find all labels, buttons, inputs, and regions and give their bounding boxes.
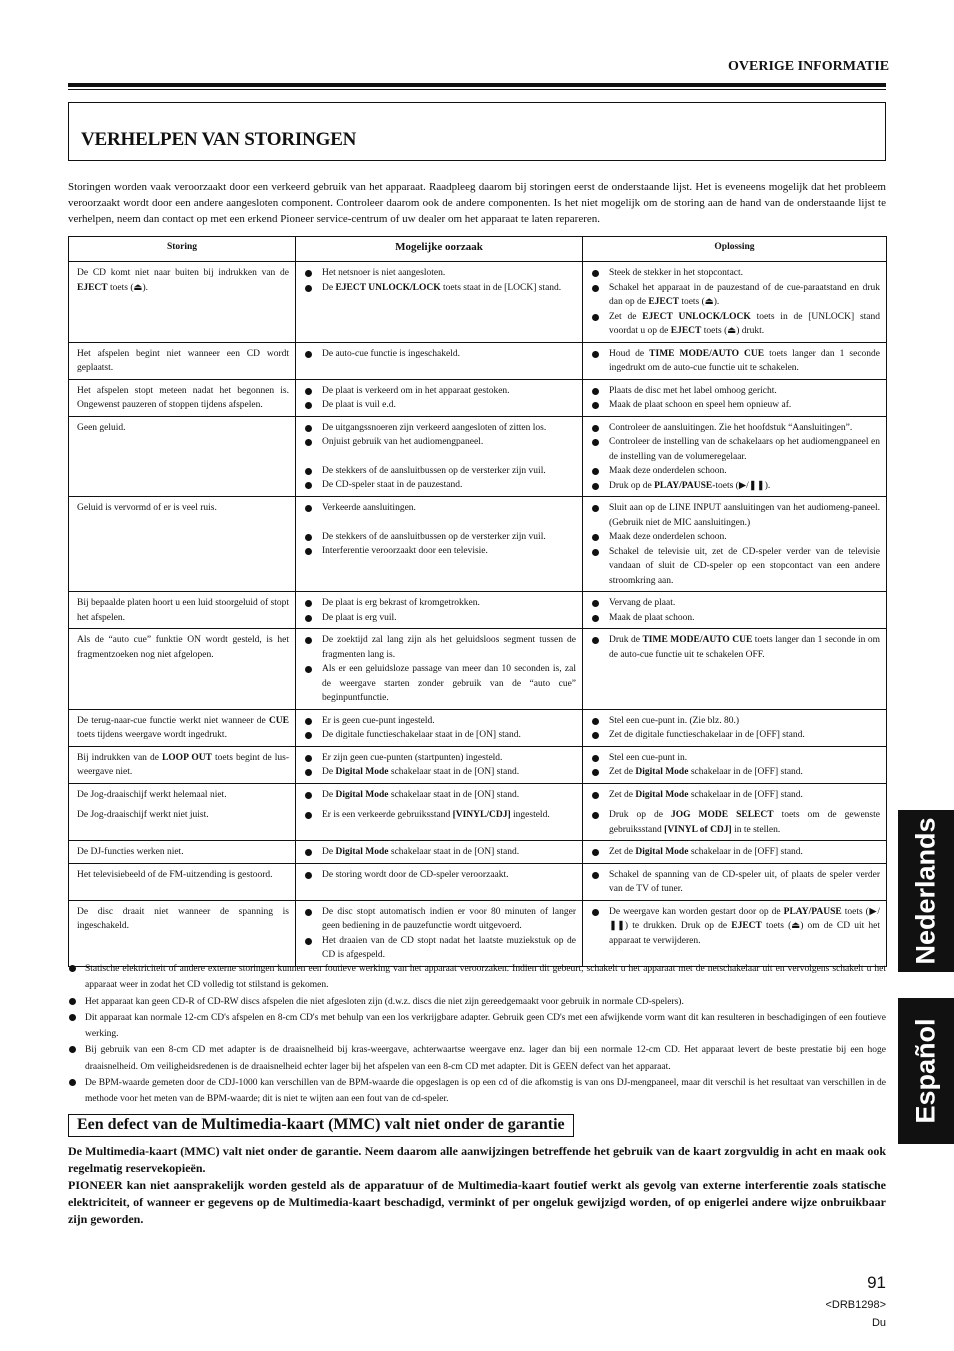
- mmc-heading: Een defect van de Multimedia-kaart (MMC) valt niet onder de garantie: [68, 1114, 574, 1137]
- note-item: Statische elektriciteit of andere externe storingen kunnen een foutieve werking van het apparaat veroorzaken. Indien dit gebeurt, schakelt u het apparaat met de netschakelaar uit en vervolgens schakelt u het apparaat weer in zodat het CD volledig tot stilstand is gekomen.: [68, 961, 886, 994]
- cause-item: De plaat is erg vuil.: [304, 611, 576, 626]
- remedy-item: Stel een cue-punt in.: [591, 751, 880, 766]
- remedy-cell: [583, 900, 887, 966]
- remedy-item: Steek de stekker in het stopcontact.: [591, 266, 880, 281]
- cause-list: [304, 266, 576, 295]
- cause-item: De storing wordt door de CD-speler veroorzaakt.: [304, 868, 576, 883]
- table-row: [69, 709, 887, 746]
- remedy-item: Controleer de instelling van de schakelaars op het audiomengpaneel en de instelling van de volumeregelaar.: [591, 435, 880, 464]
- remedy-list: [591, 845, 880, 860]
- table-row: [69, 342, 887, 379]
- table-row: [69, 841, 887, 864]
- header-symptom: Storing: [69, 237, 296, 262]
- cause-cell: [296, 783, 583, 841]
- remedy-list: [591, 714, 880, 743]
- remedy-list: [591, 868, 880, 897]
- tab-label-espanol: Español: [910, 1018, 941, 1124]
- symptom-cell: Geluid is vervormd of er is veel ruis.: [69, 497, 296, 592]
- cause-cell: [296, 746, 583, 783]
- section-label: OVERIGE INFORMATIE: [728, 59, 890, 74]
- table-row: [69, 783, 887, 841]
- cause-cell: [296, 262, 583, 343]
- cause-item: De digitale functieschakelaar staat in de [ON] stand.: [304, 728, 576, 743]
- cause-item: De plaat is erg bekrast of kromgetrokken.: [304, 596, 576, 611]
- table-row: [69, 629, 887, 710]
- remedy-item: De weergave kan worden gestart door op de PLAY/PAUSE toets (▶/❚❚) te drukken. Druk op de EJECT toets (⏏) om de CD uit het apparaat te verwijderen.: [591, 905, 880, 949]
- remedy-item: Maak deze onderdelen schoon.: [591, 464, 880, 479]
- cause-list: [304, 501, 576, 559]
- table-row: [69, 746, 887, 783]
- remedy-item: Schakel de spanning van de CD-speler uit, of plaats de speler verder van de TV of tuner.: [591, 868, 880, 897]
- table-row: [69, 900, 887, 966]
- note-item: Het apparaat kan geen CD-R of CD-RW discs afspelen die niet afgesloten zijn (d.w.z. discs die niet zijn gereedgemaakt voor gebruik in normale CD-spelers).: [68, 994, 886, 1010]
- cause-item: Verkeerde aansluitingen.: [304, 501, 576, 516]
- cause-item: De stekkers of de aansluitbussen op de versterker zijn vuil.: [304, 464, 576, 479]
- remedy-list: [591, 751, 880, 780]
- cause-item: De Digital Mode schakelaar staat in de [ON] stand.: [304, 845, 576, 860]
- cause-list: [304, 714, 576, 743]
- intro-paragraph: Storingen worden vaak veroorzaakt door een verkeerd gebruik van het apparaat. Raadpleeg daarom bij storingen eerst de onderstaande lijst. Het is eveneens mogelijk dat het probleem veroorzaakt wordt door een andere aangesloten component. Controleer daarom ook de andere componenten. Is het niet mogelijk om de storing aan de hand van de onderstaande lijst te verhelpen, neem dan contact op met een erkend Pioneer service-centrum of uw dealer om het apparaat te laten repareren.: [68, 181, 886, 225]
- title-box: [68, 102, 886, 161]
- remedy-cell: [583, 746, 887, 783]
- remedy-item: Sluit aan op de LINE INPUT aansluitingen van het audiomeng-paneel. (Gebruik niet de MIC aansluitingen.): [591, 501, 880, 530]
- cause-cell: [296, 416, 583, 497]
- table-row: [69, 262, 887, 343]
- remedy-item: Stel een cue-punt in. (Zie blz. 80.): [591, 714, 880, 729]
- remedy-item: Druk op de JOG MODE SELECT toets om de gewenste gebruiksstand [VINYL of CDJ] in te stellen.: [591, 808, 880, 837]
- note-item: Dit apparaat kan normale 12-cm CD's afspelen en 8-cm CD's met behulp van een los verkrijgbare adapter. Gebruik geen CD's met een afwijkende vorm want dit kan resulteren in beschadigingen of een foutieve werking.: [68, 1010, 886, 1043]
- note-item: De BPM-waarde gemeten door de CDJ-1000 kan verschillen van de BPM-waarde die opgeslagen is op een cd of die afkomstig is van ons DJ-mengpaneel, maar dit verschil is het resultaat van verschillen in de methode voor het meten van de BPM-waarde; dit is niet te wijten aan een fout van de cd-speler.: [68, 1075, 886, 1108]
- header-rule-thick: [68, 83, 886, 87]
- remedy-item: Zet de Digital Mode schakelaar in de [OFF] stand.: [591, 845, 880, 860]
- remedy-cell: [583, 783, 887, 841]
- symptom-cell: De DJ-functies werken niet.: [69, 841, 296, 864]
- cause-list: [304, 751, 576, 780]
- cause-item: Er zijn geen cue-punten (startpunten) ingesteld.: [304, 751, 576, 766]
- table-row: [69, 497, 887, 592]
- symptom-cell: Het televisiebeeld of de FM-uitzending is gestoord.: [69, 863, 296, 900]
- remedy-item: Controleer de aansluitingen. Zie het hoofdstuk “Aansluitingen”.: [591, 421, 880, 436]
- cause-list: [304, 347, 576, 362]
- cause-list: [304, 384, 576, 413]
- tab-label-nederlands: Nederlands: [910, 817, 941, 965]
- table-row: [69, 416, 887, 497]
- table-row: [69, 592, 887, 629]
- language-code: Du: [871, 1317, 886, 1329]
- language-tab-espanol[interactable]: [898, 998, 954, 1144]
- remedy-list: [591, 905, 880, 949]
- symptom-cell: De CD komt niet naar buiten bij indrukken van de EJECT toets (⏏).: [69, 262, 296, 343]
- table-row: [69, 863, 887, 900]
- symptom-cell: De Jog-draaischijf werkt helemaal niet. De Jog-draaischijf werkt niet juist.: [69, 783, 296, 841]
- remedy-item: Maak de plaat schoon en speel hem opnieuw af.: [591, 398, 880, 413]
- remedy-list: [591, 384, 880, 413]
- remedy-item: Zet de Digital Mode schakelaar in de [OFF] stand.: [591, 788, 880, 803]
- symptom-cell: Het afspelen stopt meteen nadat het begonnen is. Ongewenst pauzeren of stoppen tijdens afspelen.: [69, 379, 296, 416]
- cause-item: De Digital Mode schakelaar staat in de [ON] stand.: [304, 765, 576, 780]
- remedy-item: Schakel de televisie uit, zet de CD-speler verder van de televisie vandaan of sluit de CD-speler op een stopcontact van een andere stroomkring aan.: [591, 545, 880, 589]
- remedy-list: [591, 501, 880, 588]
- cause-item: De stekkers of de aansluitbussen op de versterker zijn vuil.: [304, 530, 576, 545]
- remedy-cell: [583, 592, 887, 629]
- remedy-item: Maak deze onderdelen schoon.: [591, 530, 880, 545]
- cause-item: Interferentie veroorzaakt door een televisie.: [304, 544, 576, 559]
- remedy-cell: [583, 497, 887, 592]
- cause-item: Onjuist gebruik van het audiomengpaneel.: [304, 435, 576, 450]
- header-remedy: Oplossing: [583, 237, 887, 262]
- remedy-item: Druk de TIME MODE/AUTO CUE toets langer dan 1 seconde in om de auto-cue functie uit te schakelen OFF.: [591, 633, 880, 662]
- notes-list: [68, 961, 886, 1108]
- cause-item: De EJECT UNLOCK/LOCK toets staat in de [LOCK] stand.: [304, 281, 576, 296]
- remedy-cell: [583, 262, 887, 343]
- symptom-cell: De terug-naar-cue functie werkt niet wanneer de CUE toets tijdens weergave wordt ingedrukt.: [69, 709, 296, 746]
- cause-cell: [296, 900, 583, 966]
- note-item: Bij gebruik van een 8-cm CD met adapter is de draaisnelheid bij kras-weergave, achterwaartse weergave enz. lager dan bij een normale 12-cm CD. Het apparaat levert de beste prestatie bij een hoge draaisnelheid. Om veiligheidsredenen is de draaisnelheid echter lager bij het afspelen van een 8-cm CD met adapter. Dit is GEEN defect van het apparaat.: [68, 1042, 886, 1075]
- cause-item: De auto-cue functie is ingeschakeld.: [304, 347, 576, 362]
- cause-cell: [296, 709, 583, 746]
- page-number: 91: [867, 1273, 886, 1292]
- remedy-list: [591, 266, 880, 339]
- symptom-cell: Het afspelen begint niet wanneer een CD wordt geplaatst.: [69, 342, 296, 379]
- document-code: <DRB1298>: [825, 1299, 886, 1311]
- cause-list: [304, 868, 576, 883]
- table-body: [69, 262, 887, 967]
- cause-item: De Digital Mode schakelaar staat in de [ON] stand.: [304, 788, 576, 803]
- header-rule-thin: [68, 89, 886, 90]
- remedy-cell: [583, 416, 887, 497]
- remedy-list: [591, 347, 880, 376]
- cause-list: [304, 421, 576, 493]
- header-cause: Mogelijke oorzaak: [296, 237, 583, 262]
- symptom-cell: Bij bepaalde platen hoort u een luid stoorgeluid of stopt het afspelen.: [69, 592, 296, 629]
- cause-item: Het draaien van de CD stopt nadat het laatste muziekstuk op de CD is afgespeld.: [304, 934, 576, 963]
- remedy-item: Druk op de PLAY/PAUSE-toets (▶/❚❚).: [591, 479, 880, 494]
- cause-item: De plaat is vuil e.d.: [304, 398, 576, 413]
- remedy-list: [591, 596, 880, 625]
- cause-list: [304, 845, 576, 860]
- troubleshooting-table: [68, 236, 887, 967]
- cause-cell: [296, 841, 583, 864]
- cause-cell: [296, 863, 583, 900]
- cause-cell: [296, 342, 583, 379]
- symptom-cell: De disc draait niet wanneer de spanning is ingeschakeld.: [69, 900, 296, 966]
- cause-item: De CD-speler staat in de pauzestand.: [304, 478, 576, 493]
- remedy-cell: [583, 841, 887, 864]
- language-tab-nederlands[interactable]: [898, 810, 954, 972]
- cause-list: [304, 905, 576, 963]
- cause-item: Er is een verkeerde gebruiksstand [VINYL/CDJ] ingesteld.: [304, 808, 576, 823]
- table-row: [69, 379, 887, 416]
- remedy-item: Plaats de disc met het label omhoog gericht.: [591, 384, 880, 399]
- mmc-paragraph-2: PIONEER kan niet aansprakelijk worden gesteld als de apparatuur of de Multimedia-kaart foutief werkt als gevolg van externe interferentie zoals statische elektriciteit, of wanneer er gegevens op de Multimedia-kaart beschadigd, verminkt of per ongeluk gewijzigd worden, of op enigerlei andere wijze onbruikbaar zijn geworden.: [68, 1178, 886, 1226]
- cause-item: Het netsnoer is niet aangesloten.: [304, 266, 576, 281]
- cause-item: De plaat is verkeerd om in het apparaat gestoken.: [304, 384, 576, 399]
- remedy-cell: [583, 629, 887, 710]
- remedy-item: Zet de digitale functieschakelaar in de [OFF] stand.: [591, 728, 880, 743]
- remedy-item: Vervang de plaat.: [591, 596, 880, 611]
- table-header-row: [69, 237, 887, 262]
- symptom-cell: Als de “auto cue” funktie ON wordt gesteld, is het fragmentzoeken nog niet afgelopen.: [69, 629, 296, 710]
- remedy-list: [591, 633, 880, 662]
- symptom-cell: Bij indrukken van de LOOP OUT toets begint de lus-weergave niet.: [69, 746, 296, 783]
- cause-item: De zoektijd zal lang zijn als het geluidsloos segment tussen de fragmenten lang is.: [304, 633, 576, 662]
- remedy-cell: [583, 342, 887, 379]
- cause-list: [304, 788, 576, 823]
- symptom-cell: Geen geluid.: [69, 416, 296, 497]
- remedy-cell: [583, 709, 887, 746]
- cause-cell: [296, 379, 583, 416]
- cause-list: [304, 633, 576, 706]
- remedy-cell: [583, 379, 887, 416]
- page-title: VERHELPEN VAN STORINGEN: [81, 129, 357, 150]
- remedy-item: Schakel het apparaat in de pauzestand of de cue-paraatstand en druk dan op de EJECT toets (⏏).: [591, 281, 880, 310]
- remedy-cell: [583, 863, 887, 900]
- remedy-item: Houd de TIME MODE/AUTO CUE toets langer dan 1 seconde ingedrukt om de auto-cue functie uit te schakelen.: [591, 347, 880, 376]
- cause-item: Er is geen cue-punt ingesteld.: [304, 714, 576, 729]
- cause-cell: [296, 497, 583, 592]
- cause-cell: [296, 592, 583, 629]
- cause-list: [304, 596, 576, 625]
- remedy-item: Zet de EJECT UNLOCK/LOCK toets in de [UNLOCK] stand voordat u op de EJECT toets (⏏) drukt.: [591, 310, 880, 339]
- mmc-paragraph-1: De Multimedia-kaart (MMC) valt niet onder de garantie. Neem daarom alle aanwijzingen betreffende het gebruik van de kaart zorgvuldig in acht en maak ook regelmatig reservekopieën.: [68, 1144, 886, 1175]
- cause-cell: [296, 629, 583, 710]
- cause-item: De disc stopt automatisch indien er voor 80 minuten of langer geen bediening in de pauzefunctie wordt uitgevoerd.: [304, 905, 576, 934]
- cause-item: De uitgangssnoeren zijn verkeerd aangesloten of zitten los.: [304, 421, 576, 436]
- cause-item: Als er een geluidsloze passage van meer dan 10 seconden is, zal de weergave starten zonder gebruik van de “auto cue” beginpuntfunctie.: [304, 662, 576, 706]
- mmc-body: [68, 1143, 886, 1228]
- remedy-list: [591, 421, 880, 494]
- remedy-list: [591, 788, 880, 838]
- remedy-item: Zet de Digital Mode schakelaar in de [OFF] stand.: [591, 765, 880, 780]
- remedy-item: Maak de plaat schoon.: [591, 611, 880, 626]
